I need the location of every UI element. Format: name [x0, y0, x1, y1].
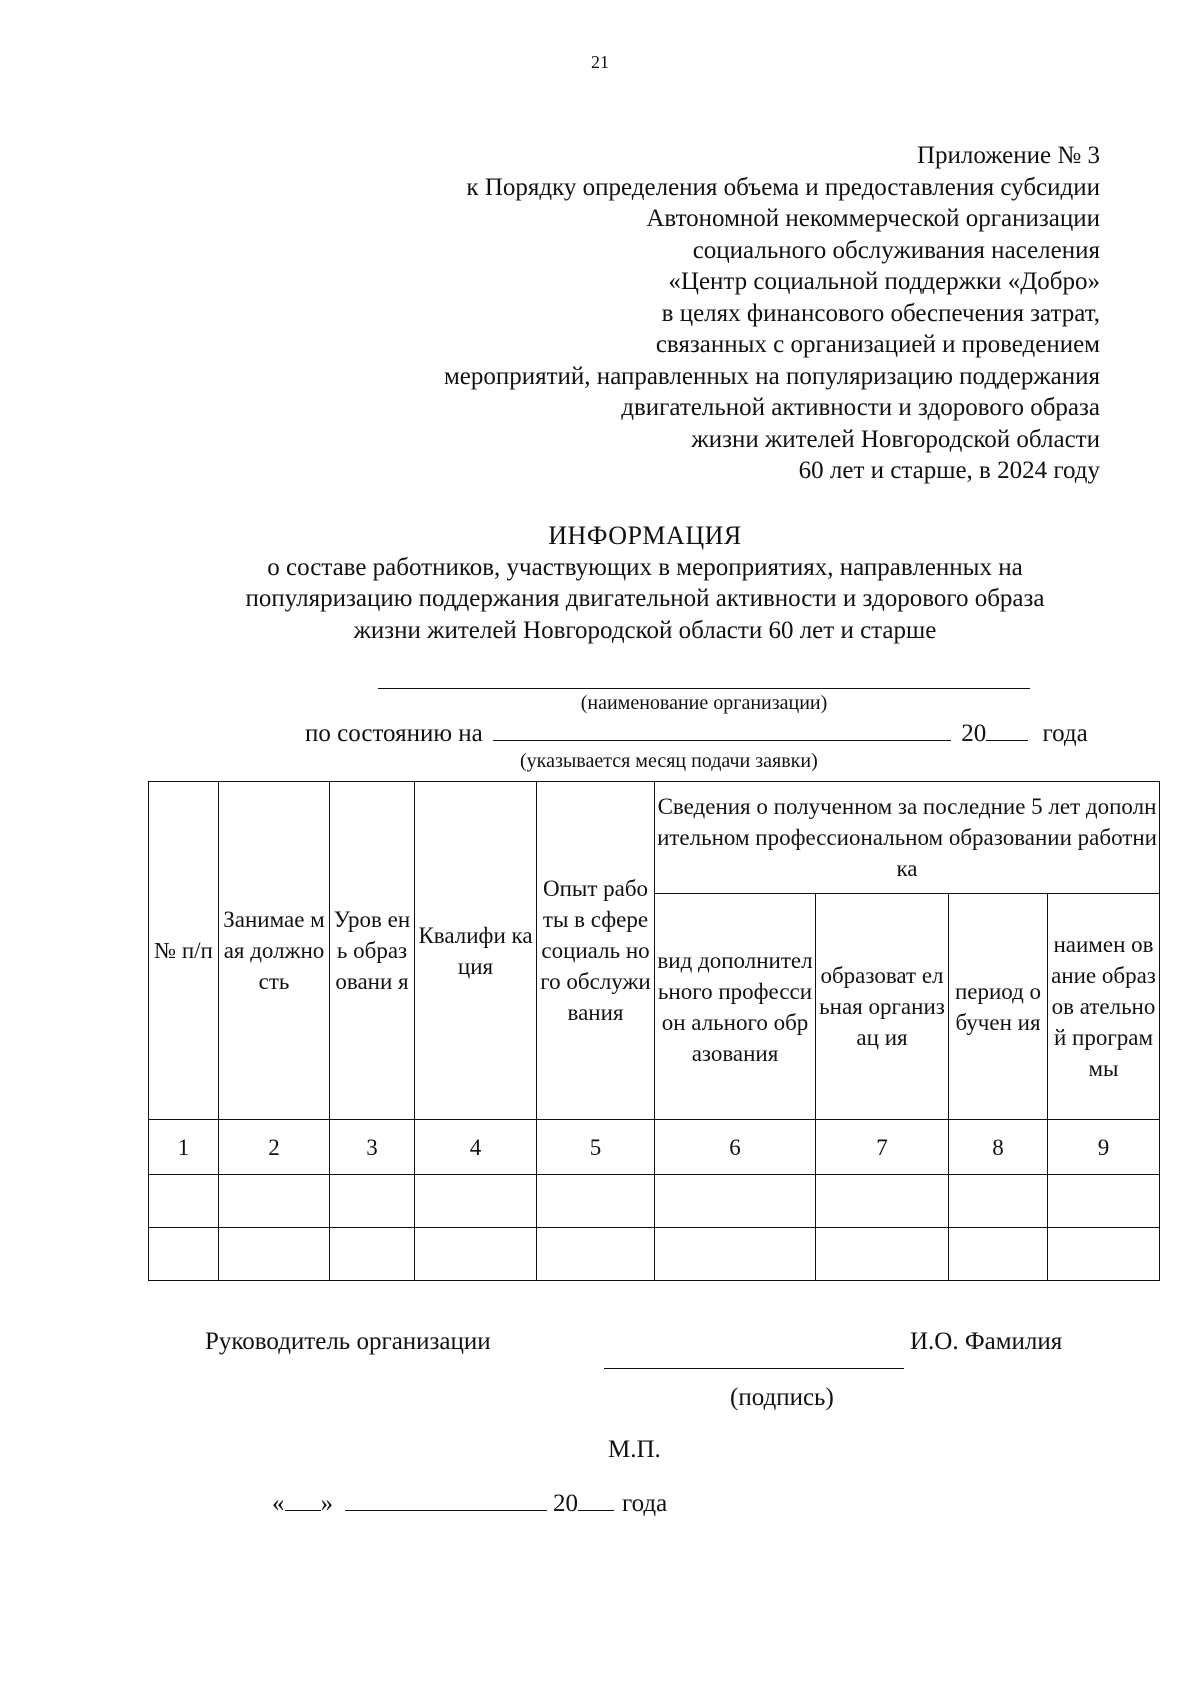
- heading-line: о составе работников, участвующих в мероприятиях, направленных на: [267, 553, 1023, 581]
- signatory-name: И.О. Фамилия: [910, 1328, 1063, 1355]
- as-of-suffix: года: [1042, 720, 1088, 747]
- column-number: 5: [537, 1120, 655, 1175]
- organization-name-caption: (наименование организации): [580, 692, 828, 714]
- header-additional-education-group: Сведения о полученном за последние 5 лет дополнительном профессиональном образовании работника: [655, 782, 1160, 894]
- appendix-line: связанных с организацией и проведением: [655, 331, 1100, 358]
- heading-line: популяризацию поддержания двигательной активности и здорового образа: [245, 585, 1045, 612]
- column-number: 3: [330, 1120, 415, 1175]
- head-of-organization-label: Руководитель организации: [205, 1328, 491, 1355]
- empty-cell[interactable]: [415, 1175, 537, 1228]
- empty-cell[interactable]: [219, 1228, 330, 1281]
- day-blank[interactable]: [285, 1488, 321, 1511]
- header-educational-organization: образоват ельная организац ия: [816, 894, 949, 1120]
- empty-cell[interactable]: [415, 1228, 537, 1281]
- date-suffix: года: [622, 1490, 668, 1517]
- document-heading: [160, 520, 1130, 646]
- column-number: 2: [219, 1120, 330, 1175]
- header-education-type: вид дополнител ьного профессион ального образования: [655, 894, 816, 1120]
- column-number: 7: [816, 1120, 949, 1175]
- header-experience: Опыт работы в сфере социаль ного обслужи вания: [537, 782, 655, 1120]
- empty-cell[interactable]: [1048, 1175, 1160, 1228]
- as-of-caption: (указывается месяц подачи заявки): [520, 750, 818, 772]
- table-row: [149, 1228, 1160, 1281]
- date-year-prefix: 20: [553, 1490, 578, 1517]
- empty-cell[interactable]: [816, 1228, 949, 1281]
- header-number: № п/п: [149, 782, 219, 1120]
- empty-cell[interactable]: [149, 1228, 219, 1281]
- column-number: 6: [655, 1120, 816, 1175]
- appendix-line: к Порядку определения объема и предоставления субсидии: [466, 173, 1100, 201]
- empty-cell[interactable]: [219, 1175, 330, 1228]
- organization-name-blank[interactable]: [378, 688, 1030, 689]
- column-number: 4: [415, 1120, 537, 1175]
- as-of-year-blank[interactable]: [986, 718, 1028, 741]
- page-number: 21: [591, 52, 609, 72]
- as-of-line: [305, 718, 1088, 748]
- column-numbers-row: [149, 1120, 1160, 1175]
- empty-cell[interactable]: [537, 1228, 655, 1281]
- column-number: 1: [149, 1120, 219, 1175]
- appendix-line: двигательной активности и здорового образа: [621, 394, 1100, 421]
- document-title: ИНФОРМАЦИЯ: [548, 521, 742, 550]
- month-blank[interactable]: [345, 1488, 547, 1511]
- appendix-block: [280, 140, 1100, 487]
- seal-placeholder: М.П.: [608, 1436, 661, 1463]
- empty-cell[interactable]: [949, 1228, 1048, 1281]
- empty-cell[interactable]: [537, 1175, 655, 1228]
- as-of-year-prefix: 20: [961, 720, 987, 747]
- empty-cell[interactable]: [816, 1175, 949, 1228]
- empty-cell[interactable]: [655, 1175, 816, 1228]
- empty-cell[interactable]: [1048, 1228, 1160, 1281]
- date-open-quote: «: [272, 1490, 285, 1517]
- employees-table: [148, 781, 1160, 1281]
- signature-blank[interactable]: [604, 1368, 904, 1369]
- empty-cell[interactable]: [330, 1228, 415, 1281]
- date-line: [272, 1488, 667, 1518]
- as-of-month-blank[interactable]: [493, 718, 951, 741]
- header-qualification: Квалифи кация: [415, 782, 537, 1120]
- empty-cell[interactable]: [949, 1175, 1048, 1228]
- header-program-name: наимен ование образов ательно й програм мы: [1048, 894, 1160, 1120]
- table-row: [149, 1175, 1160, 1228]
- column-number: 9: [1048, 1120, 1160, 1175]
- appendix-line: «Центр социальной поддержки «Добро»: [668, 268, 1100, 295]
- signature-caption: (подпись): [730, 1384, 834, 1411]
- heading-line: жизни жителей Новгородской области 60 лет и старше: [353, 616, 937, 644]
- column-number: 8: [949, 1120, 1048, 1175]
- header-study-period: период обучен ия: [949, 894, 1048, 1120]
- year-blank[interactable]: [578, 1488, 614, 1511]
- empty-cell[interactable]: [330, 1175, 415, 1228]
- empty-cell[interactable]: [149, 1175, 219, 1228]
- appendix-line: 60 лет и старше, в 2024 году: [798, 457, 1100, 484]
- appendix-line: Автономной некоммерческой организации: [646, 205, 1100, 232]
- appendix-line: в целях финансового обеспечения затрат,: [661, 299, 1100, 327]
- appendix-line: мероприятий, направленных на популяризацию поддержания: [443, 362, 1100, 390]
- appendix-line: социального обслуживания населения: [692, 236, 1100, 264]
- appendix-line: Приложение № 3: [916, 142, 1100, 169]
- appendix-line: жизни жителей Новгородской области: [691, 425, 1100, 453]
- empty-cell[interactable]: [655, 1228, 816, 1281]
- date-close-quote: »: [320, 1490, 333, 1517]
- header-education-level: Уров ень образ овани я: [330, 782, 415, 1120]
- header-position: Занимае мая должно сть: [219, 782, 330, 1120]
- as-of-prefix: по состоянию на: [305, 720, 483, 747]
